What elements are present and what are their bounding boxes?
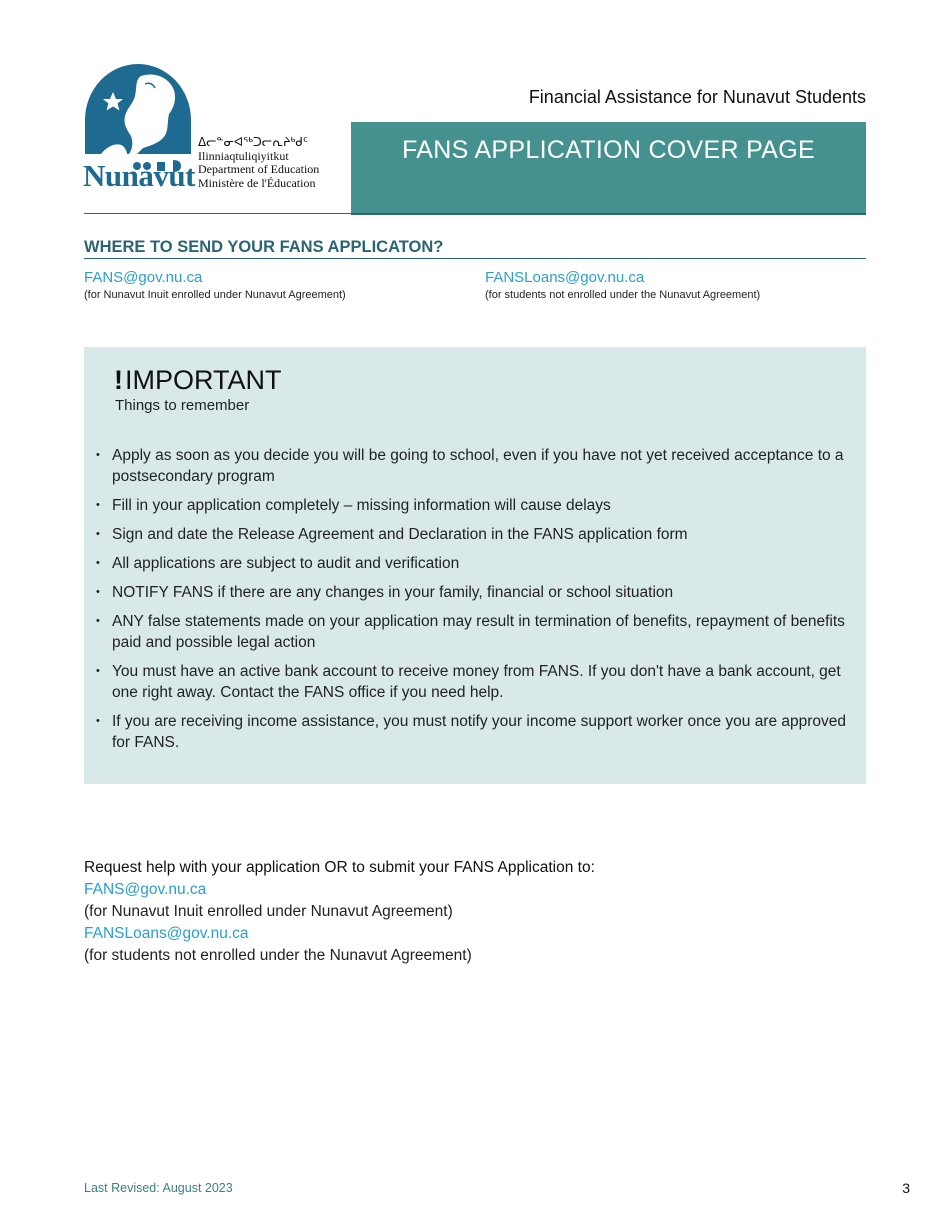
send-section-heading: WHERE TO SEND YOUR FANS APPLICATON? bbox=[84, 238, 866, 259]
send-email-fansloans[interactable]: FANSLoans@gov.nu.ca bbox=[485, 269, 645, 286]
send-contact-inuit bbox=[84, 269, 346, 301]
nunavut-education-logo bbox=[83, 62, 343, 202]
help-note-inuit: (for Nunavut Inuit enrolled under Nunavut Agreement) bbox=[84, 903, 453, 920]
send-contact-loans bbox=[485, 269, 760, 301]
header-divider bbox=[84, 213, 866, 214]
department-name-english: Department of Education bbox=[198, 162, 320, 176]
last-revised: Last Revised: August 2023 bbox=[84, 1181, 233, 1195]
department-name-inuinnaqtun: Ilinniaqtuliqiyitkut bbox=[198, 148, 289, 163]
list-item: • All applications are subject to audit and verification bbox=[96, 553, 866, 574]
list-item: • Fill in your application completely – missing information will cause delays bbox=[96, 495, 866, 516]
list-item: • Apply as soon as you decide you will be going to school, even if you have not yet received acceptance to a postsecondary program bbox=[96, 445, 866, 487]
important-box bbox=[84, 347, 866, 784]
help-lead: Request help with your application OR to submit your FANS Application to: bbox=[84, 859, 595, 876]
page-number: 3 bbox=[902, 1180, 910, 1196]
important-list bbox=[96, 445, 866, 761]
help-email-fansloans[interactable]: FANSLoans@gov.nu.ca bbox=[84, 925, 249, 942]
department-name-french: Ministère de l'Éducation bbox=[198, 175, 316, 190]
important-subtitle: Things to remember bbox=[115, 397, 250, 414]
document-subtitle: Financial Assistance for Nunavut Students bbox=[528, 87, 866, 107]
list-item: • ANY false statements made on your application may result in termination of benefits, repayment of benefits paid and possible legal action bbox=[96, 611, 866, 653]
important-title: IMPORTANT bbox=[125, 365, 282, 395]
send-note-inuit: (for Nunavut Inuit enrolled under Nunavut Agreement) bbox=[84, 289, 346, 301]
list-item: • You must have an active bank account to receive money from FANS. If you don't have a bank account, get one right away. Contact the FANS office if you need help. bbox=[96, 661, 866, 703]
department-name bbox=[198, 136, 319, 190]
department-name-syllabics: ᐃᓕᓐᓂᐊᖅᑐᓕᕆᔨᒃᑯᑦ bbox=[198, 135, 309, 149]
list-item: • NOTIFY FANS if there are any changes in your family, financial or school situation bbox=[96, 582, 866, 603]
send-email-fans[interactable]: FANS@gov.nu.ca bbox=[84, 269, 203, 286]
list-item: • If you are receiving income assistance, you must notify your income support worker once you are approved for FANS. bbox=[96, 711, 866, 753]
help-section bbox=[84, 857, 595, 967]
title-banner bbox=[351, 122, 866, 215]
nunavut-wordmark: Nunavut bbox=[83, 158, 195, 193]
help-note-loans: (for students not enrolled under the Nunavut Agreement) bbox=[84, 947, 472, 964]
important-heading bbox=[114, 365, 282, 396]
list-item: • Sign and date the Release Agreement and Declaration in the FANS application form bbox=[96, 524, 866, 545]
page-title: FANS APPLICATION COVER PAGE bbox=[402, 136, 815, 164]
help-email-fans[interactable]: FANS@gov.nu.ca bbox=[84, 881, 207, 898]
send-note-loans: (for students not enrolled under the Nunavut Agreement) bbox=[485, 289, 761, 301]
exclamation-icon: ! bbox=[114, 365, 123, 395]
